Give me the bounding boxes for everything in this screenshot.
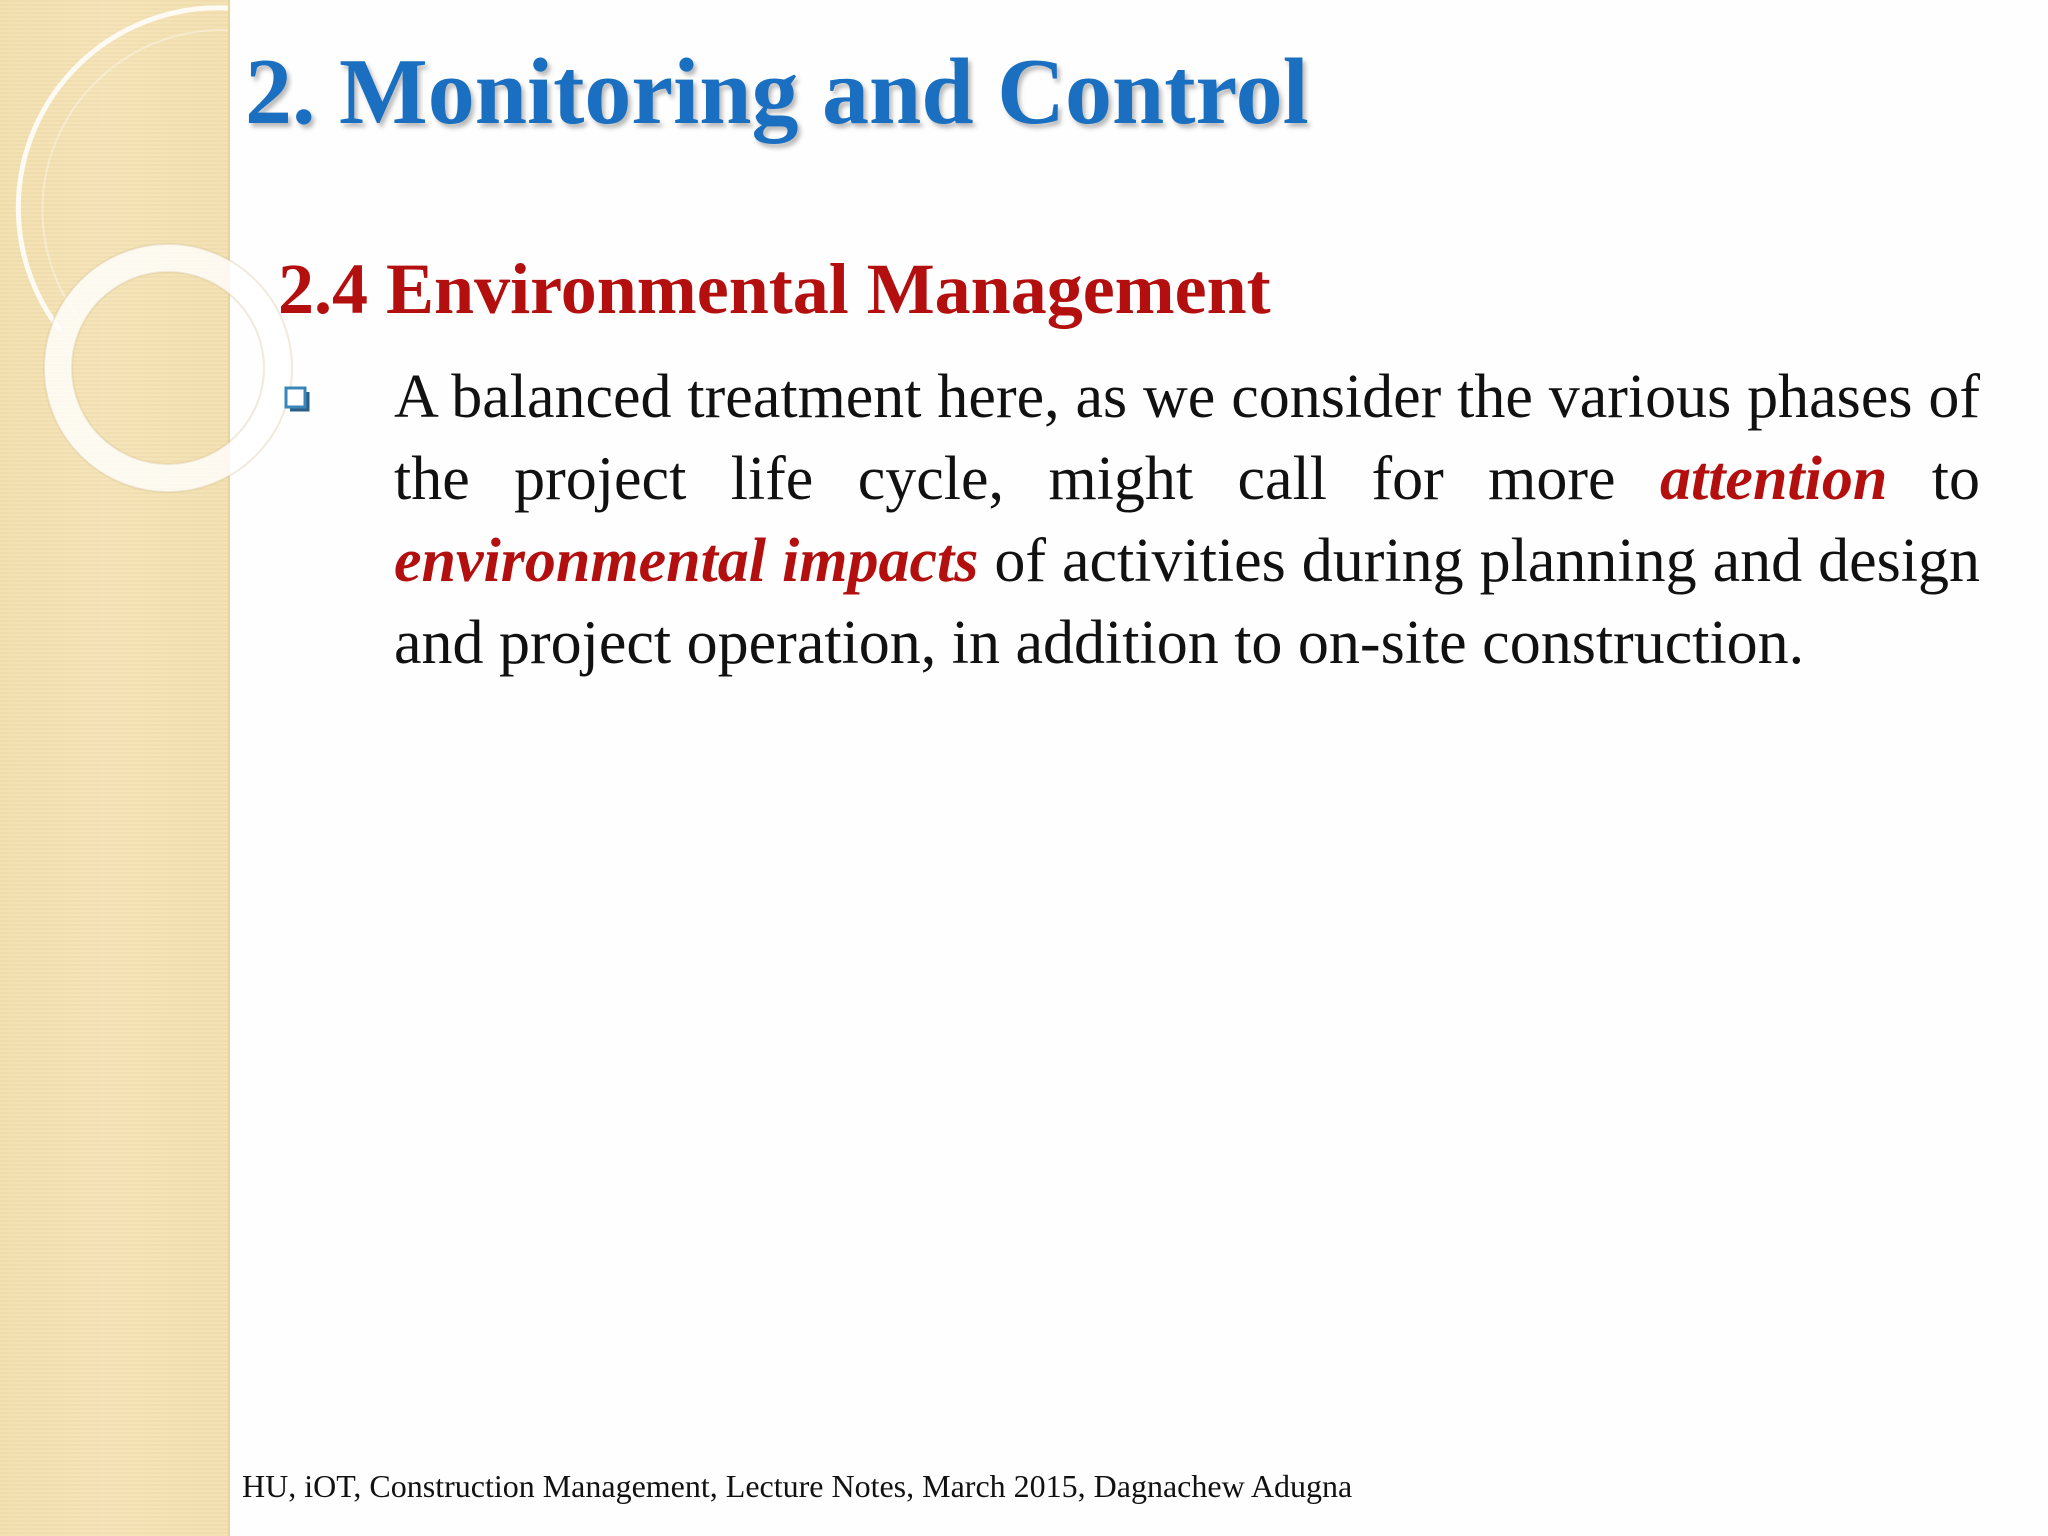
- side-panel: [0, 0, 230, 1536]
- bullet-text-part-1: A balanced treatment here, as we consider the various phases of the project life cycle, might call for more: [394, 363, 1980, 513]
- slide-title: 2. Monitoring and Control: [245, 40, 1309, 144]
- emphasis-environmental-impacts: environmental impacts: [394, 527, 979, 595]
- bullet-text: [394, 356, 1980, 684]
- emphasis-attention: attention: [1659, 445, 1888, 513]
- bullet-text-part-3: of activities during planning and design and project operation, in addition to on-site construction.: [394, 527, 1980, 677]
- checkbox-square-icon: [284, 386, 310, 412]
- side-texture: [0, 0, 228, 1536]
- slide-footer: HU, iOT, Construction Management, Lecture Notes, March 2015, Dagnachew Adugna: [242, 1468, 1353, 1504]
- bullet-text-part-2: to: [1887, 445, 1981, 513]
- section-heading: 2.4 Environmental Management: [278, 249, 1271, 329]
